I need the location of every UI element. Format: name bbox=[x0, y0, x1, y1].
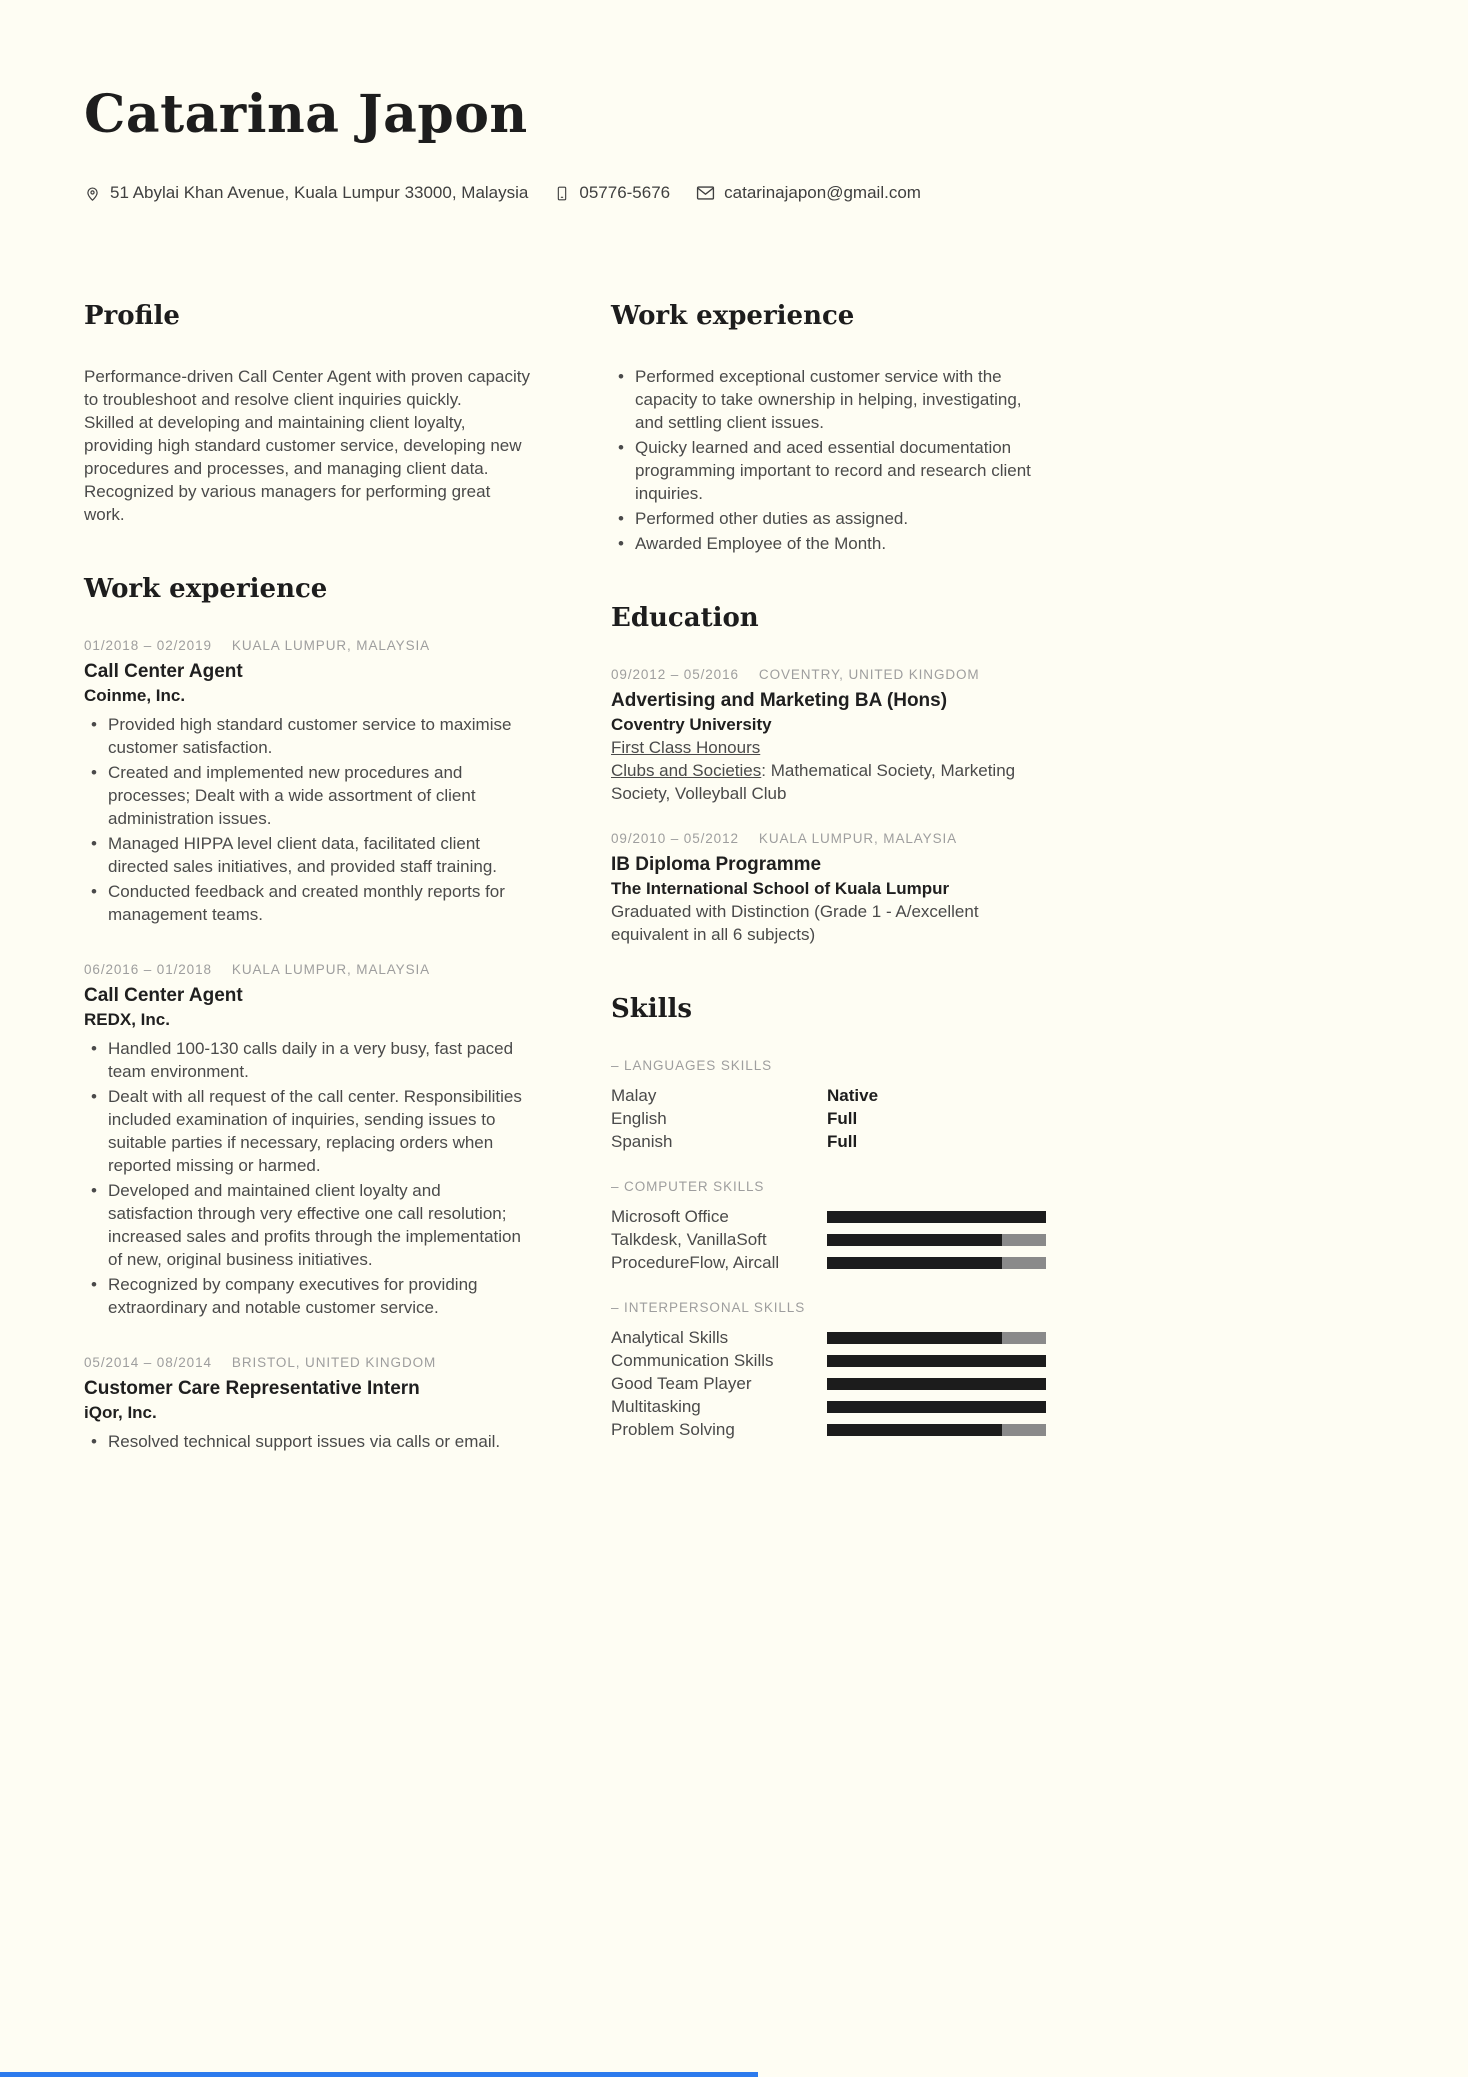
page-title: Catarina Japon bbox=[84, 84, 528, 145]
entry-meta bbox=[84, 1355, 530, 1370]
skill-row bbox=[611, 1084, 1046, 1107]
bullet-item: • Handled 100-130 calls daily in a very busy, fast paced team environment. bbox=[84, 1037, 530, 1083]
bullet-item: • Provided high standard customer service to maximise customer satisfaction. bbox=[84, 713, 530, 759]
contact-phone bbox=[554, 183, 670, 203]
entry-location: KUALA LUMPUR, MALAYSIA bbox=[231, 638, 431, 654]
skill-group-languages bbox=[611, 1058, 1046, 1153]
skill-bar-fill bbox=[827, 1355, 1046, 1367]
work-heading-right: Work experience bbox=[611, 301, 855, 332]
skill-row bbox=[611, 1349, 1046, 1372]
section-work-left bbox=[84, 572, 530, 1453]
skill-row bbox=[611, 1326, 1046, 1349]
profile-paragraph: Skilled at developing and maintaining client loyalty, providing high standard customer service, developing new procedures and processes, and managing client data. Recognized by various managers for performing great work. bbox=[84, 413, 522, 525]
skill-name: Malay bbox=[611, 1085, 657, 1105]
bullet-item: • Developed and maintained client loyalty and satisfaction through very effective one call resolution; increased sales and profits through the implementation of new, original business initiatives. bbox=[84, 1179, 530, 1271]
skill-name: Good Team Player bbox=[611, 1373, 752, 1393]
work-entry bbox=[84, 638, 530, 926]
skill-row bbox=[611, 1418, 1046, 1441]
education-entry bbox=[611, 667, 1046, 805]
skill-bar bbox=[827, 1332, 1046, 1344]
skill-name: English bbox=[611, 1108, 667, 1128]
entry-dates: 09/2010 – 05/2012 bbox=[611, 831, 739, 847]
skill-bar-fill bbox=[827, 1332, 1002, 1344]
skill-group-label: – COMPUTER SKILLS bbox=[611, 1179, 765, 1195]
entry-meta bbox=[84, 962, 530, 977]
bullet-item: • Performed exceptional customer service with the capacity to take ownership in helping, investigating, and settling client issues. bbox=[611, 365, 1046, 434]
bullet-item: • Dealt with all request of the call center. Responsibilities included examination of inquiries, sending issues to suitable parties if necessary, replacing orders when reported missing or harmed. bbox=[84, 1085, 530, 1177]
entry-title: Customer Care Representative Intern bbox=[84, 1378, 420, 1400]
skill-group-computer bbox=[611, 1179, 1046, 1274]
contact-email bbox=[696, 183, 921, 203]
entry-meta bbox=[611, 667, 1046, 682]
location-pin-icon bbox=[84, 184, 101, 203]
content-columns bbox=[84, 299, 1046, 1499]
entry-bullets bbox=[84, 713, 530, 926]
entry-company: iQor, Inc. bbox=[84, 1403, 157, 1423]
skill-name: Spanish bbox=[611, 1131, 673, 1151]
skill-row bbox=[611, 1130, 1046, 1153]
skill-bar bbox=[827, 1424, 1046, 1436]
entry-title: Call Center Agent bbox=[84, 661, 243, 683]
skill-name: Problem Solving bbox=[611, 1419, 735, 1439]
bullet-item: • Quicky learned and aced essential documentation programming important to record and research client inquiries. bbox=[611, 436, 1046, 505]
skill-name: Multitasking bbox=[611, 1396, 701, 1416]
bullet-item: • Resolved technical support issues via calls or email. bbox=[84, 1430, 530, 1453]
entry-meta bbox=[84, 638, 530, 653]
entry-bullets bbox=[84, 1430, 530, 1453]
work-bullets-right bbox=[611, 365, 1046, 555]
graduation-note: Graduated with Distinction (Grade 1 - A/excellent equivalent in all 6 subjects) bbox=[611, 902, 979, 945]
entry-dates: 09/2012 – 05/2016 bbox=[611, 667, 739, 683]
degree-title: Advertising and Marketing BA (Hons) bbox=[611, 690, 948, 712]
next-page-edge bbox=[0, 2072, 758, 2077]
work-heading-left: Work experience bbox=[84, 574, 328, 605]
skill-row bbox=[611, 1205, 1046, 1228]
entry-company: REDX, Inc. bbox=[84, 1010, 170, 1030]
school-name: Coventry University bbox=[611, 715, 772, 735]
skill-level: Full bbox=[827, 1108, 858, 1128]
bullet-item: • Conducted feedback and created monthly reports for management teams. bbox=[84, 880, 530, 926]
phone-icon bbox=[554, 184, 570, 203]
skill-row bbox=[611, 1395, 1046, 1418]
work-entry bbox=[84, 1355, 530, 1453]
skill-bar bbox=[827, 1355, 1046, 1367]
email-icon bbox=[696, 185, 715, 201]
bullet-item: • Recognized by company executives for providing extraordinary and notable customer service. bbox=[84, 1273, 530, 1319]
entry-title: Call Center Agent bbox=[84, 985, 243, 1007]
contact-row bbox=[84, 183, 1046, 203]
degree-title: IB Diploma Programme bbox=[611, 854, 822, 876]
skill-row bbox=[611, 1372, 1046, 1395]
skill-level: Full bbox=[827, 1131, 858, 1151]
bullet-item: • Managed HIPPA level client data, facilitated client directed sales initiatives, and provided staff training. bbox=[84, 832, 530, 878]
entry-meta bbox=[611, 831, 1046, 846]
address-text: 51 Abylai Khan Avenue, Kuala Lumpur 33000, Malaysia bbox=[110, 183, 529, 203]
bullet-item: • Created and implemented new procedures and processes; Dealt with a wide assortment of client administration issues. bbox=[84, 761, 530, 830]
section-skills bbox=[611, 992, 1046, 1441]
school-name: The International School of Kuala Lumpur bbox=[611, 879, 950, 899]
bullet-item: • Awarded Employee of the Month. bbox=[611, 532, 1046, 555]
skill-bar bbox=[827, 1211, 1046, 1223]
right-column bbox=[611, 299, 1046, 1499]
skill-bar bbox=[827, 1234, 1046, 1246]
skill-bar-fill bbox=[827, 1401, 1046, 1413]
entry-dates: 01/2018 – 02/2019 bbox=[84, 638, 212, 654]
skill-row bbox=[611, 1107, 1046, 1130]
skill-bar bbox=[827, 1401, 1046, 1413]
entry-location: BRISTOL, UNITED KINGDOM bbox=[231, 1355, 437, 1371]
header bbox=[84, 86, 1046, 203]
skill-name: Talkdesk, VanillaSoft bbox=[611, 1229, 767, 1249]
entry-dates: 06/2016 – 01/2018 bbox=[84, 962, 212, 978]
honours-text: First Class Honours bbox=[611, 738, 761, 758]
education-heading: Education bbox=[611, 603, 759, 634]
contact-address bbox=[84, 183, 528, 203]
bullet-item: • Performed other duties as assigned. bbox=[611, 507, 1046, 530]
skill-name: Analytical Skills bbox=[611, 1327, 729, 1347]
skill-name: Communication Skills bbox=[611, 1350, 774, 1370]
skill-group-label: – LANGUAGES SKILLS bbox=[611, 1058, 773, 1074]
skill-name: Microsoft Office bbox=[611, 1206, 729, 1226]
skill-group-label: – INTERPERSONAL SKILLS bbox=[611, 1300, 806, 1316]
phone-text: 05776-5676 bbox=[579, 183, 671, 203]
clubs-label: Clubs and Societies bbox=[611, 761, 762, 781]
honours-line bbox=[611, 736, 1046, 759]
work-entry bbox=[84, 962, 530, 1319]
skill-group-interpersonal bbox=[611, 1300, 1046, 1441]
skill-row bbox=[611, 1251, 1046, 1274]
section-education bbox=[611, 601, 1046, 946]
skill-bar-fill bbox=[827, 1257, 1002, 1269]
skill-name: ProcedureFlow, Aircall bbox=[611, 1252, 780, 1272]
entry-dates: 05/2014 – 08/2014 bbox=[84, 1355, 212, 1371]
skill-bar-fill bbox=[827, 1234, 1002, 1246]
clubs-line bbox=[611, 759, 1046, 805]
profile-paragraph: Performance-driven Call Center Agent with proven capacity to troubleshoot and resolve client inquiries quickly. bbox=[84, 367, 530, 410]
entry-bullets bbox=[84, 1037, 530, 1319]
profile-heading: Profile bbox=[84, 301, 180, 332]
skill-level: Native bbox=[827, 1085, 879, 1105]
skill-row bbox=[611, 1228, 1046, 1251]
skill-bar bbox=[827, 1378, 1046, 1390]
skill-bar-fill bbox=[827, 1424, 1002, 1436]
clubs-text: : Mathematical Society, Marketing Society, Volleyball Club bbox=[611, 761, 1016, 804]
entry-location: COVENTRY, UNITED KINGDOM bbox=[758, 667, 980, 683]
section-work-right bbox=[611, 299, 1046, 555]
entry-location: KUALA LUMPUR, MALAYSIA bbox=[231, 962, 431, 978]
skill-bar bbox=[827, 1257, 1046, 1269]
section-profile bbox=[84, 299, 530, 526]
skill-bar-fill bbox=[827, 1378, 1046, 1390]
entry-company: Coinme, Inc. bbox=[84, 686, 186, 706]
education-entry bbox=[611, 831, 1046, 946]
email-text: catarinajapon@gmail.com bbox=[724, 183, 921, 203]
skills-heading: Skills bbox=[611, 994, 693, 1025]
skill-bar-fill bbox=[827, 1211, 1046, 1223]
left-column bbox=[84, 299, 530, 1499]
entry-location: KUALA LUMPUR, MALAYSIA bbox=[758, 831, 958, 847]
